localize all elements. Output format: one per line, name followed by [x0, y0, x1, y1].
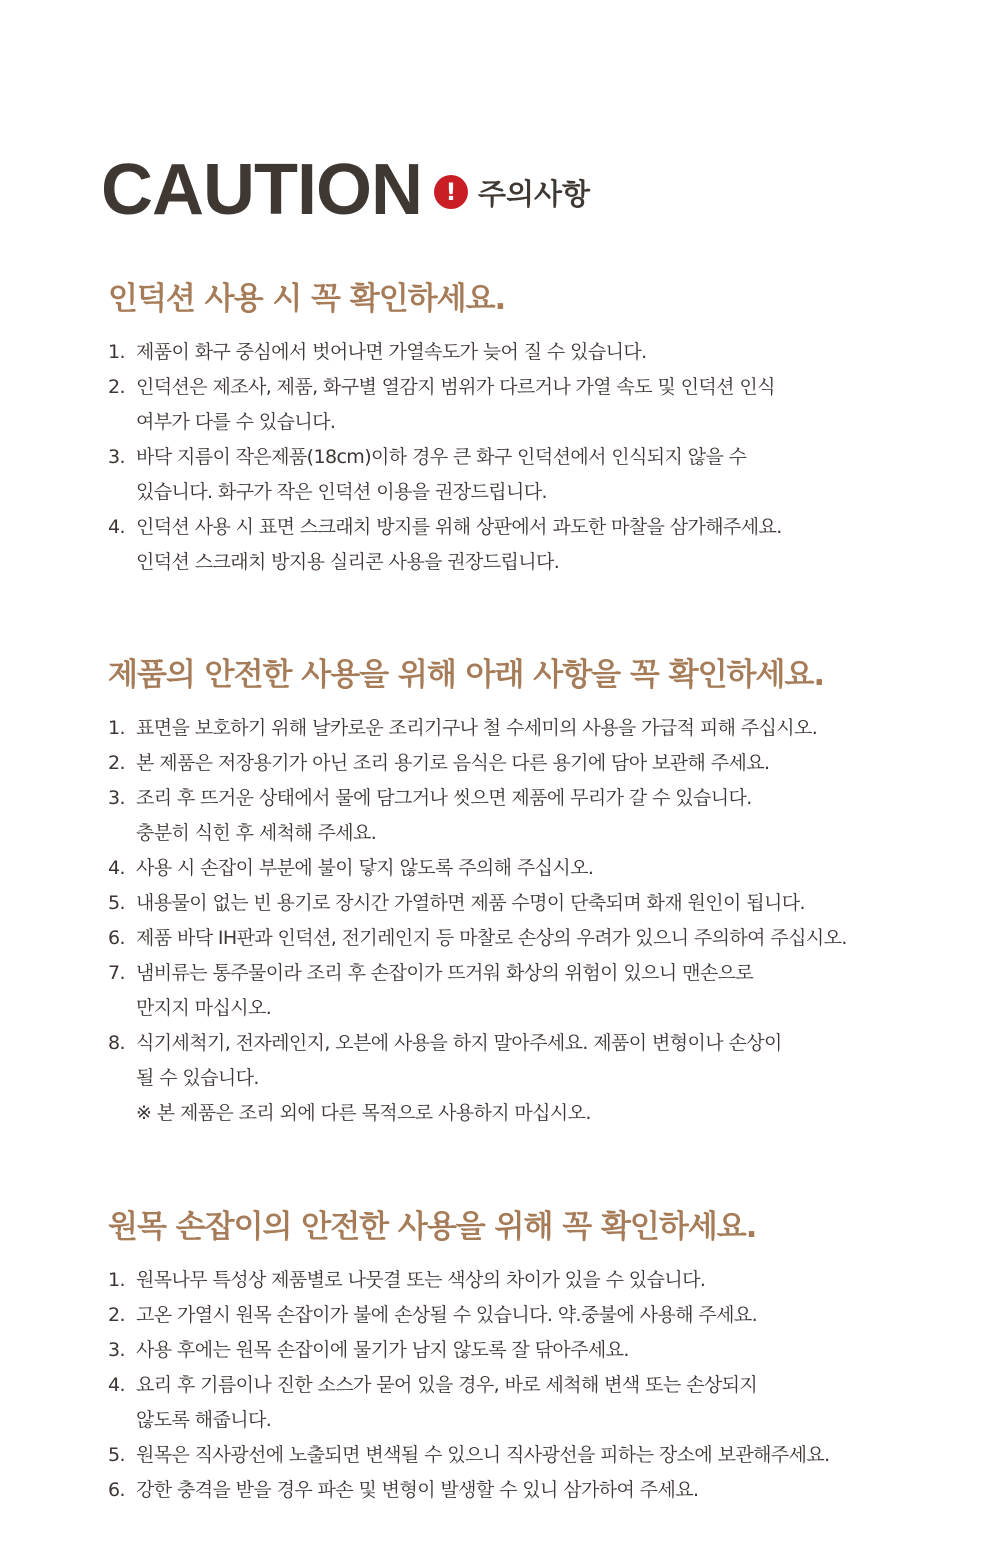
item-number: 4.	[108, 516, 125, 538]
item-number: 2.	[108, 752, 125, 774]
list-item	[108, 1368, 988, 1438]
item-number: 2.	[108, 1304, 125, 1326]
item-text: 조리 후 뜨거운 상태에서 물에 담그거나 씻으면 제품에 무리가 갈 수 있습니다.	[136, 787, 752, 809]
list-item	[108, 781, 988, 851]
item-text-continued: 여부가 다를 수 있습니다.	[136, 411, 336, 433]
item-text: 식기세척기, 전자레인지, 오븐에 사용을 하지 말아주세요. 제품이 변형이나 손상이	[136, 1032, 782, 1054]
caution-header	[101, 150, 590, 230]
item-number: 6.	[108, 1479, 125, 1501]
item-number: 1.	[108, 1269, 125, 1291]
list-item	[108, 335, 988, 370]
item-text-continued: 인덕션 스크래치 방지용 실리콘 사용을 권장드립니다.	[136, 551, 560, 573]
item-text-continued: 만지지 마십시오.	[136, 997, 272, 1019]
item-text: 원목은 직사광선에 노출되면 변색될 수 있으니 직사광선을 피하는 장소에 보관해주세요.	[136, 1444, 830, 1466]
list-item	[108, 711, 988, 746]
caution-title: CAUTION	[101, 150, 422, 230]
item-number: 3.	[108, 1339, 125, 1361]
item-text-continued: 있습니다. 화구가 작은 인덕션 이용을 권장드립니다.	[136, 481, 547, 503]
item-text: 고온 가열시 원목 손잡이가 불에 손상될 수 있습니다. 약.중불에 사용해 주세요.	[136, 1304, 758, 1326]
list-item	[108, 1473, 988, 1508]
list-item	[108, 1263, 988, 1298]
list-item	[108, 886, 988, 921]
item-number: 6.	[108, 927, 125, 949]
item-number: 2.	[108, 376, 125, 398]
exclamation-icon: !	[434, 175, 468, 209]
item-text: 사용 후에는 원목 손잡이에 물기가 남지 않도록 잘 닦아주세요.	[136, 1339, 629, 1361]
item-text: 원목나무 특성상 제품별로 나뭇결 또는 색상의 차이가 있을 수 있습니다.	[136, 1269, 706, 1291]
item-number: 7.	[108, 962, 125, 984]
item-text: 표면을 보호하기 위해 날카로운 조리기구나 철 수세미의 사용을 가급적 피해 주십시오.	[136, 717, 818, 739]
item-text: 인덕션 사용 시 표면 스크래치 방지를 위해 상판에서 과도한 마찰을 삼가해주세요.	[136, 516, 782, 538]
item-text: 사용 시 손잡이 부분에 불이 닿지 않도록 주의해 주십시오.	[136, 857, 594, 879]
item-number: 1.	[108, 341, 125, 363]
list-item	[108, 921, 988, 956]
list-item	[108, 510, 988, 580]
item-text-continued: 충분히 식힌 후 세척해 주세요.	[136, 822, 377, 844]
item-number: 3.	[108, 787, 125, 809]
list-item	[108, 956, 988, 1026]
item-number: 5.	[108, 892, 125, 914]
section-title: 원목 손잡이의 안전한 사용을 위해 꼭 확인하세요.	[108, 1209, 757, 1245]
caution-list	[108, 335, 988, 580]
item-number: 3.	[108, 446, 125, 468]
item-number: 4.	[108, 857, 125, 879]
item-number: 4.	[108, 1374, 125, 1396]
list-item	[108, 746, 988, 781]
notice-badge	[434, 172, 590, 213]
section-product-safety	[108, 655, 988, 1131]
section-wooden-handle	[108, 1207, 988, 1508]
item-text: 인덕션은 제조사, 제품, 화구별 열감지 범위가 다르거나 가열 속도 및 인덕션 인식	[136, 376, 775, 398]
item-text: 본 제품은 저장용기가 아닌 조리 용기로 음식은 다른 용기에 담아 보관해 주세요.	[136, 752, 770, 774]
list-item	[108, 370, 988, 440]
list-item	[108, 851, 988, 886]
item-text-continued: 될 수 있습니다.	[136, 1067, 259, 1089]
item-number: 1.	[108, 717, 125, 739]
list-item	[108, 440, 988, 510]
list-item	[108, 1333, 988, 1368]
item-number: 5.	[108, 1444, 125, 1466]
caution-list	[108, 1263, 988, 1508]
item-text: 제품 바닥 IH판과 인덕션, 전기레인지 등 마찰로 손상의 우려가 있으니 주의하여 주십시오.	[136, 927, 847, 949]
item-text-continued: ※ 본 제품은 조리 외에 다른 목적으로 사용하지 마십시오.	[136, 1102, 591, 1124]
section-induction	[108, 279, 988, 580]
caution-list	[108, 711, 988, 1131]
list-item	[108, 1026, 988, 1131]
item-number: 8.	[108, 1032, 125, 1054]
item-text: 강한 충격을 받을 경우 파손 및 변형이 발생할 수 있니 삼가하여 주세요.	[136, 1479, 699, 1501]
item-text: 내용물이 없는 빈 용기로 장시간 가열하면 제품 수명이 단축되며 화재 원인이 됩니다.	[136, 892, 805, 914]
notice-label: 주의사항	[477, 176, 591, 211]
item-text: 제품이 화구 중심에서 벗어나면 가열속도가 늦어 질 수 있습니다.	[136, 341, 647, 363]
list-item	[108, 1438, 988, 1473]
list-item	[108, 1298, 988, 1333]
item-text-continued: 않도록 해줍니다.	[136, 1409, 272, 1431]
section-title: 인덕션 사용 시 꼭 확인하세요.	[108, 281, 506, 317]
item-text: 요리 후 기름이나 진한 소스가 묻어 있을 경우, 바로 세척해 변색 또는 손상되지	[136, 1374, 758, 1396]
section-title: 제품의 안전한 사용을 위해 아래 사항을 꼭 확인하세요.	[108, 657, 825, 693]
item-text: 냄비류는 통주물이라 조리 후 손잡이가 뜨거워 화상의 위험이 있으니 맨손으로	[136, 962, 754, 984]
item-text: 바닥 지름이 작은제품(18cm)이하 경우 큰 화구 인덕션에서 인식되지 않을 수	[136, 446, 747, 468]
